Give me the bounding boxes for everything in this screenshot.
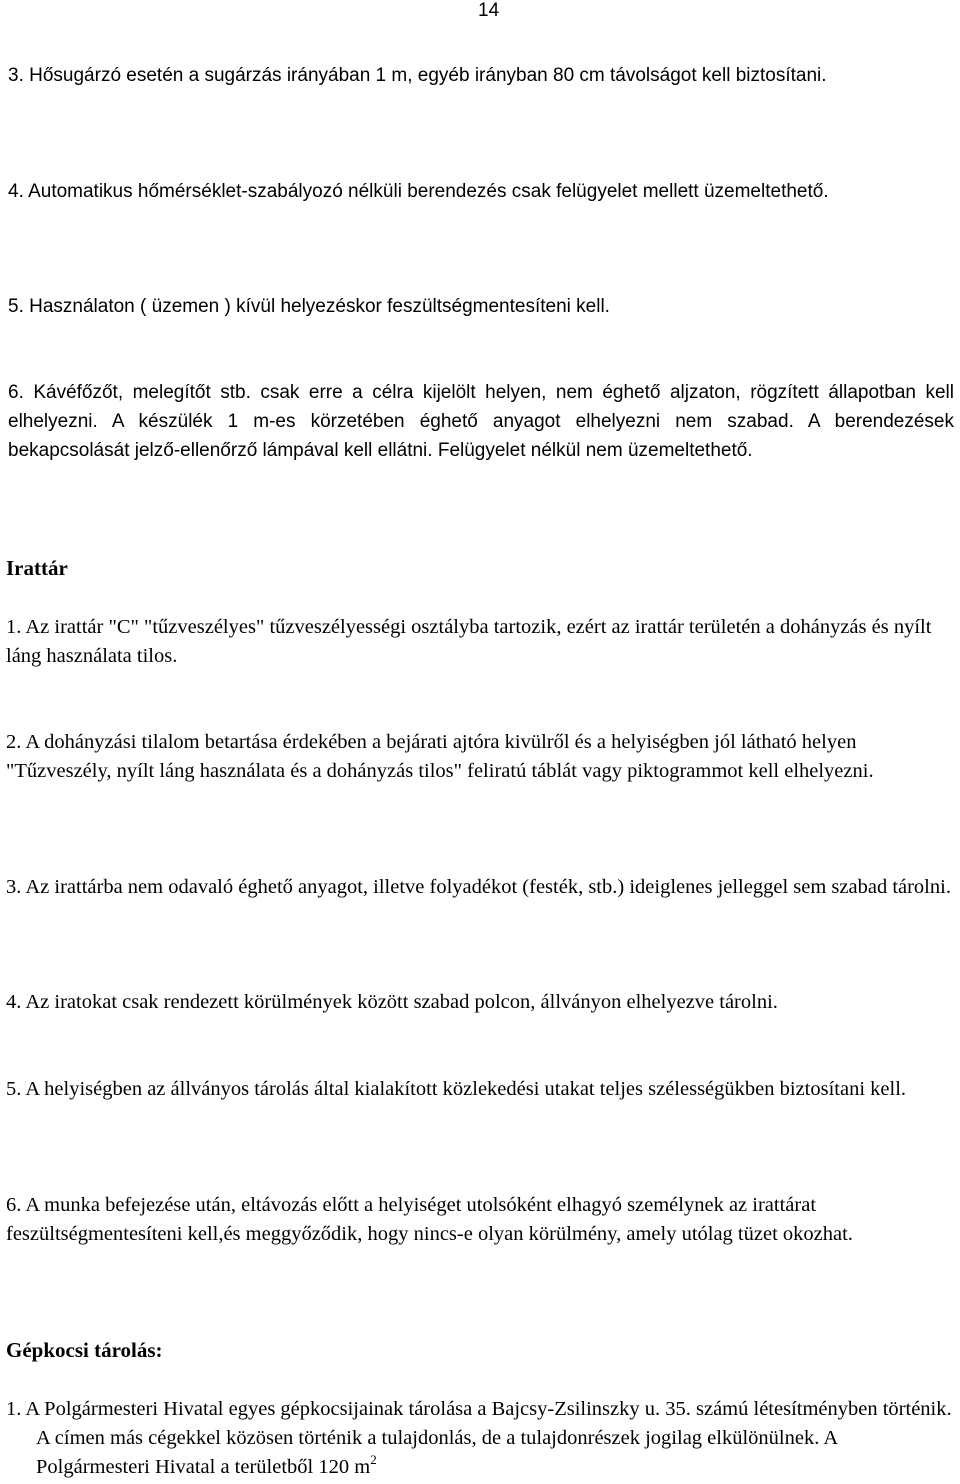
section-heading-gepkocsi: Gépkocsi tárolás: — [6, 1338, 163, 1362]
paragraph-item-4: 4. Automatikus hőmérséklet-szabályozó nélküli berendezés csak felügyelet mellett üzemeltethető. — [8, 181, 829, 202]
page-number: 14 — [478, 0, 500, 21]
irattar-item-6: 6. A munka befejezése után, eltávozás előtt a helyiséget utolsóként elhagyó személynek az irattárat feszültségmentesíteni kell,és meggyőződik, hogy nincs-e olyan körülmény, amely utólag tüzet okozhat. — [6, 1194, 853, 1245]
irattar-item-4: 4. Az iratokat csak rendezett körülmények között szabad polcon, állványon elhelyezve tárolni. — [6, 991, 778, 1013]
square-meter-superscript: 2 — [370, 1452, 377, 1467]
gepkocsi-item-1 — [6, 1395, 954, 1482]
gepkocsi-item-1-text: 1. A Polgármesteri Hivatal egyes gépkocsijainak tárolása a Bajcsy-Zsilinszky u. 35. számú létesítményben történik. A címen más cégekkel közösen történik a tulajdonlás, de a tulajdonrészek jogilag elkülönülnek. A Polgármesteri Hivatal a területből 120 m — [6, 1398, 952, 1478]
irattar-item-1: 1. Az irattár "C" "tűzveszélyes" tűzveszélyességi osztályba tartozik, ezért az irattár területén a dohányzás és nyílt láng használata tilos. — [6, 616, 932, 667]
paragraph-item-3: 3. Hősugárzó esetén a sugárzás irányában 1 m, egyéb irányban 80 cm távolságot kell biztosítani. — [8, 65, 827, 86]
paragraph-item-6: 6. Kávéfőzőt, melegítőt stb. csak erre a célra kijelölt helyen, nem éghető aljzaton, rögzített állapotban kell elhelyezni. A készülék 1 m-es körzetében éghető anyagot elhelyezni nem szabad. A berendezések bekapcsolását jelző-ellenőrző lámpával kell ellátni. Felügyelet nélkül nem üzemeltethető. — [8, 382, 954, 461]
section-heading-irattar: Irattár — [6, 556, 68, 580]
paragraph-item-5: 5. Használaton ( üzemen ) kívül helyezéskor feszültségmentesíteni kell. — [8, 296, 610, 317]
irattar-item-5: 5. A helyiségben az állványos tárolás által kialakított közlekedési utakat teljes szélességükben biztosítani kell. — [6, 1078, 907, 1100]
irattar-item-2: 2. A dohányzási tilalom betartása érdekében a bejárati ajtóra kivülről és a helyiségben jól látható helyen "Tűzveszély, nyílt láng használata és a dohányzás tilos" feliratú táblát vagy piktogrammot kell elhelyezni. — [6, 731, 874, 782]
irattar-item-3: 3. Az irattárba nem odavaló éghető anyagot, illetve folyadékot (festék, stb.) ideiglenes jelleggel sem szabad tárolni. — [6, 876, 951, 898]
